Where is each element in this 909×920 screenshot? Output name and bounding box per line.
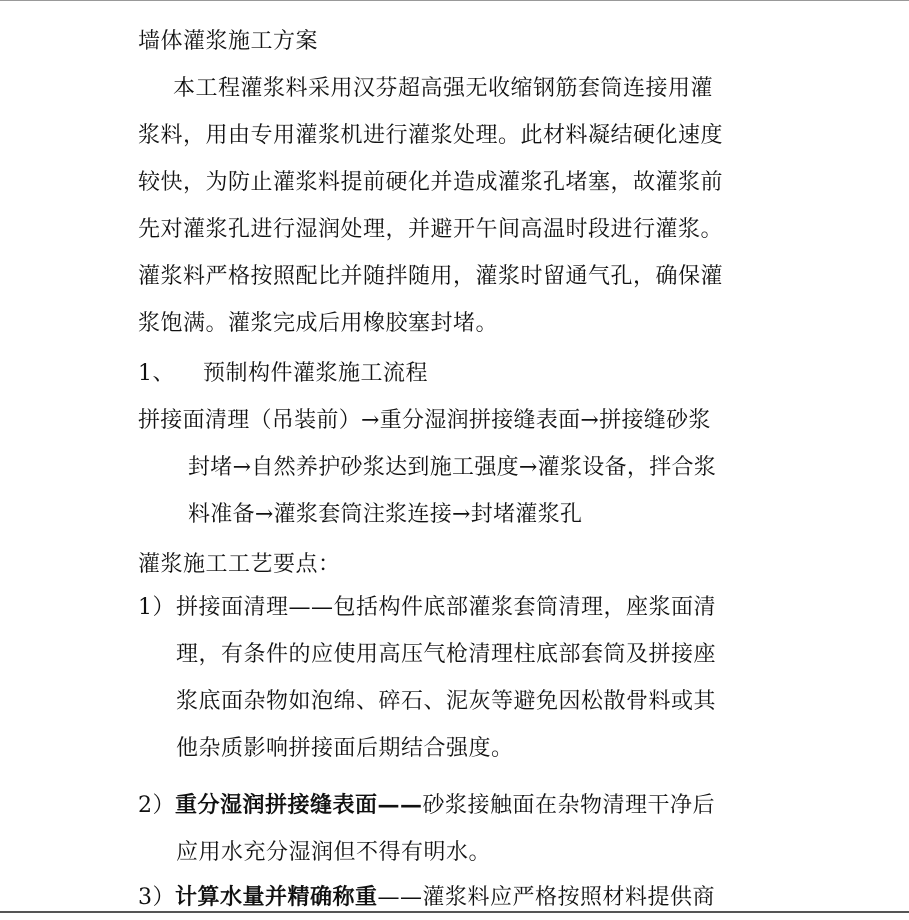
flow-line-3: 料准备→灌浆套筒注浆连接→封堵灌浆孔	[188, 502, 583, 527]
item2-marker: 2）	[138, 793, 175, 818]
points-heading: 灌浆施工工艺要点：	[138, 552, 341, 577]
intro-line-1: 本工程灌浆料采用汉芬超高强无收缩钢筋套筒连接用灌	[173, 76, 714, 101]
bottom-rule	[0, 911, 909, 913]
item1-marker: 1）	[138, 595, 175, 620]
item1-line-3: 浆底面杂物如泡绵、碎石、泥灰等避免因松散骨料或其	[176, 689, 717, 714]
intro-line-4: 先对灌浆孔进行湿润处理，并避开午间高温时段进行灌浆。	[138, 217, 724, 242]
item2-text: 砂浆接触面在杂物清理干净后	[422, 793, 716, 818]
item1-line-1: 拼接面清理——包括构件底部灌浆套筒清理，座浆面清	[176, 595, 717, 620]
intro-line-6: 浆饱满。灌浆完成后用橡胶塞封堵。	[138, 311, 499, 336]
item3-line-1	[138, 882, 715, 913]
item3-marker: 3）	[138, 885, 175, 910]
section-number: 1、	[138, 361, 175, 386]
intro-line-3: 较快，为防止灌浆料提前硬化并造成灌浆孔堵塞，故灌浆前	[138, 170, 724, 195]
flow-line-1: 拼接面清理（吊装前）→重分湿润拼接缝表面→拼接缝砂浆	[138, 408, 711, 433]
intro-line-2: 浆料，用由专用灌浆机进行灌浆处理。此材料凝结硬化速度	[138, 123, 724, 148]
item3-text: ——灌浆料应严格按照材料提供商	[377, 885, 716, 910]
item3-bold-title: 计算水量并精确称重	[175, 884, 378, 910]
flow-line-2: 封堵→自然养护砂浆达到施工强度→灌浆设备，拌合浆	[188, 455, 717, 480]
item1-line-2: 理，有条件的应使用高压气枪清理柱底部套筒及拼接座	[176, 642, 717, 667]
intro-line-5: 灌浆料严格按照配比并随拌随用，灌浆时留通气孔，确保灌	[138, 264, 724, 289]
item2-line-1	[138, 790, 715, 821]
item2-line-2: 应用水充分湿润但不得有明水。	[176, 840, 492, 865]
item2-bold-title: 重分湿润拼接缝表面——	[175, 792, 423, 818]
item1-line-4: 他杂质影响拼接面后期结合强度。	[176, 736, 514, 761]
document-title: 墙体灌浆施工方案	[138, 29, 319, 54]
section-heading: 预制构件灌浆施工流程	[203, 361, 429, 386]
